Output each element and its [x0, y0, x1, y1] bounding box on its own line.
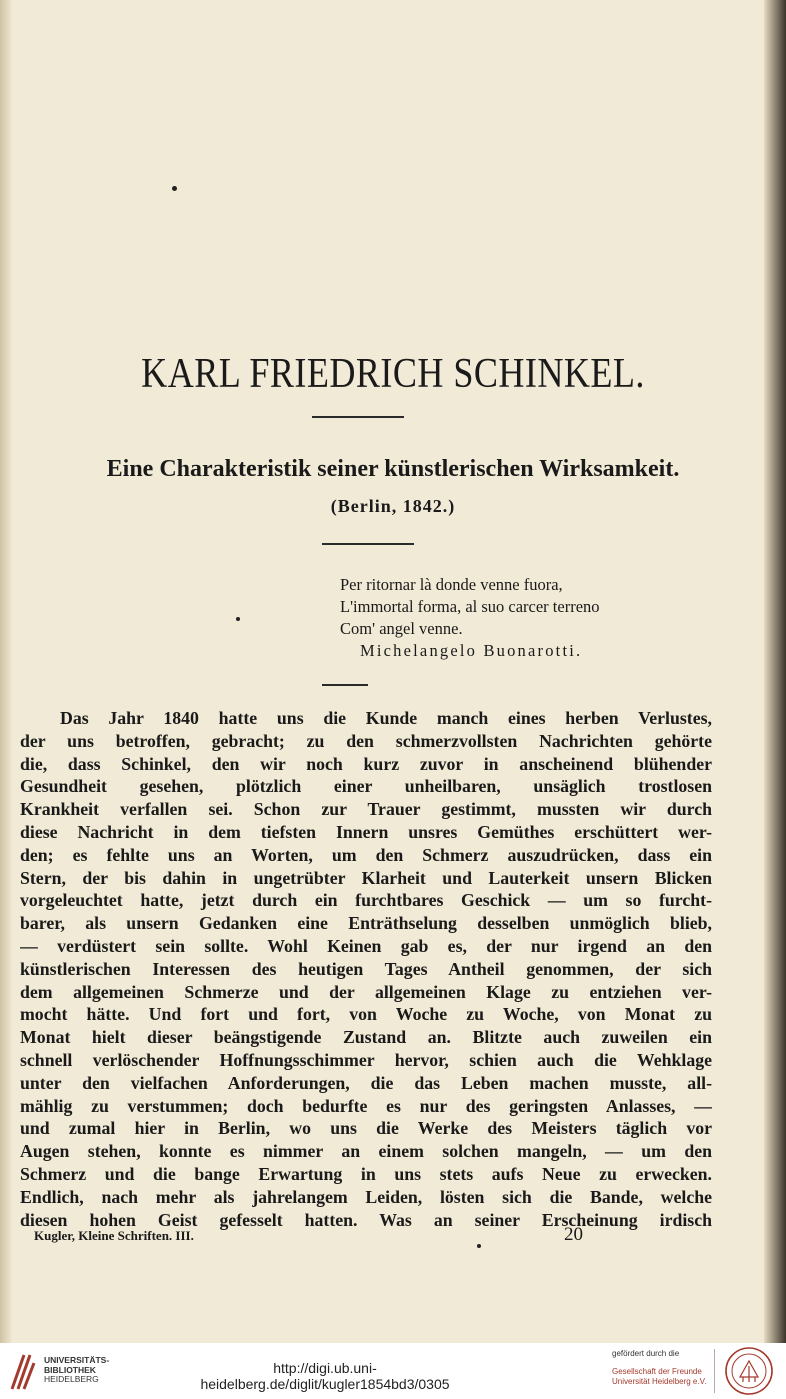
- body-line: dem allgemeinen Schmerze und der allgemeinen Klage zu entziehen ver-: [20, 981, 712, 1002]
- body-line: die, dass Schinkel, den wir noch kurz zuvor in anscheinend blühender: [20, 753, 712, 774]
- epigraph-line: L'immortal forma, al suo carcer terreno: [340, 597, 600, 616]
- body-line: Das Jahr 1840 hatte uns die Kunde manch eines herben Verlustes,: [60, 708, 712, 728]
- ink-speck: [236, 617, 240, 621]
- body-line: Schmerz und die bange Erwartung in uns stets aufs Neue zu erwecken.: [20, 1163, 712, 1184]
- sponsor-name: Universität Heidelberg e.V.: [612, 1377, 707, 1386]
- epigraph-author: Michelangelo Buonarotti.: [360, 641, 583, 660]
- epigraph-line: Com' angel venne.: [340, 619, 463, 638]
- title-divider: [312, 416, 404, 418]
- body-line: mählig zu verstummen; doch bedurfte es nur des geringsten Anlasses, —: [20, 1095, 712, 1116]
- body-line: vorgeleuchtet hatte, jetzt durch ein furchtbares Geschick — um so furcht-: [20, 890, 712, 911]
- body-text: [20, 707, 712, 1231]
- epigraph: [340, 574, 600, 662]
- body-line: barer, als unsern Gedanken eine Enträthselung desselben unmöglich blieb,: [20, 913, 712, 934]
- body-line: und zumal hier in Berlin, wo uns die Werke des Meisters täglich vor: [20, 1118, 712, 1139]
- body-line: Gesundheit gesehen, plötzlich einer unheilbaren, unsäglich trostlosen: [20, 776, 712, 797]
- body-line: diese Nachricht in dem tiefsten Innern unsres Gemüthes erschüttert wer-: [20, 821, 712, 842]
- body-line: künstlerischen Interessen des heutigen Tages Antheil genommen, der sich: [20, 958, 712, 979]
- body-line: diesen hohen Geist gefesselt hatten. Was an seiner Erscheinung irdisch: [20, 1209, 712, 1230]
- epigraph-line: Per ritornar là donde venne fuora,: [340, 575, 563, 594]
- body-line: Monat hielt dieser beängstigende Zustand an. Blitzte auch zuweilen ein: [20, 1027, 712, 1048]
- university-seal-icon[interactable]: [724, 1346, 774, 1396]
- permalink-url[interactable]: http://digi.ub.uni-heidelberg.de/diglit/kugler1854bd3/0305: [200, 1360, 450, 1392]
- sponsor-label: gefördert durch die: [612, 1349, 680, 1358]
- body-line: Augen stehen, konnte es nimmer an einem solchen mangeln, — um den: [20, 1141, 712, 1162]
- ink-speck: [172, 186, 177, 191]
- body-line: unter den vielfachen Anforderungen, die das Leben machen musste, all-: [20, 1072, 712, 1093]
- subtitle-divider: [322, 543, 414, 545]
- body-line: Stern, der bis dahin in ungetrübter Klarheit und Lauterkeit unsern Blicken: [20, 867, 712, 888]
- body-line: der uns betroffen, gebracht; zu den schmerzvollsten Nachrichten gehörte: [20, 730, 712, 751]
- body-line: schnell verlöschender Hoffnungsschimmer hervor, schien auch die Wehklage: [20, 1049, 712, 1070]
- page-subtitle: Eine Charakteristik seiner künstlerischen Wirksamkeit.: [106, 456, 680, 482]
- library-logo-icon[interactable]: [10, 1351, 36, 1391]
- body-line: Endlich, nach mehr als jahrelangem Leiden, lösten sich die Bande, welche: [20, 1186, 712, 1207]
- body-line: den; es fehlte uns an Worten, um den Schmerz auszudrücken, dass ein: [20, 844, 712, 865]
- viewer-footer-bar: [0, 1343, 786, 1399]
- library-line: HEIDELBERG: [44, 1374, 99, 1384]
- sponsor-block: [612, 1349, 706, 1387]
- body-line: Krankheit verfallen sei. Schon zur Trauer gestimmt, mussten wir durch: [20, 799, 712, 820]
- epigraph-divider: [322, 684, 368, 686]
- sponsor-name: Gesellschaft der Freunde: [612, 1367, 702, 1376]
- library-line: UNIVERSITÄTS-: [44, 1355, 110, 1365]
- footer-divider: [714, 1349, 715, 1393]
- library-line: BIBLIOTHEK: [44, 1364, 96, 1375]
- body-line: mocht hätte. Und fort und fort, von Woche zu Woche, von Monat zu: [20, 1004, 712, 1025]
- footer-signature: Kugler, Kleine Schriften. III.: [34, 1228, 194, 1243]
- page-title: KARL FRIEDRICH SCHINKEL.: [141, 351, 645, 397]
- place-date: (Berlin, 1842.): [330, 496, 456, 516]
- body-line: — verdüstert sein sollte. Wohl Keinen gab es, der nur irgend an den: [20, 935, 712, 956]
- page-number: 20: [564, 1224, 583, 1245]
- library-name: [44, 1356, 109, 1385]
- ink-speck: [477, 1244, 481, 1248]
